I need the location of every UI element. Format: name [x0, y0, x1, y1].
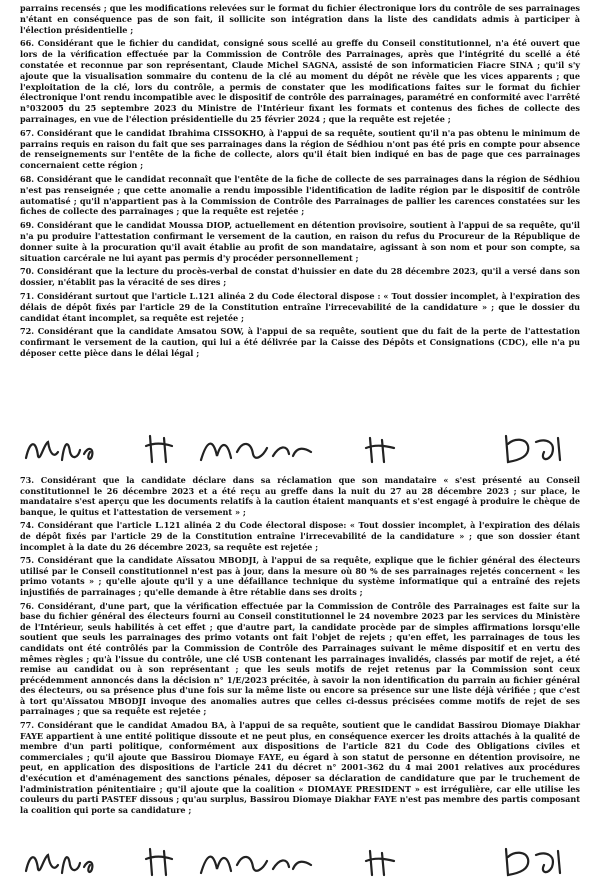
paragraph-77: 77. Considérant que le candidat Amadou BA, à l'appui de sa requête, soutient que le candidat Bassirou Diomaye Diakhar FAYE appartient à une entité politique dissoute et ne peut plus, en conséquence exercer les droits attachés à la qualité de membre d'un parti politique, conformément aux dispositions de l'article 821 du Code des Obligations civiles et commerciales ; qu'il ajoute que Bassirou Diomaye FAYE, eu égard à son statut de personne en détention provisoire, ne peut, en application des dispositions de l'article 241 du décret n° 2001-362 du 4 mai 2001 relatives aux procédures d'exécution et d'aménagement des sanctions pénales, déposer sa déclaration de candidature que par le truchement de l'administration pénitentiaire ; qu'il ajoute que la coalition « DIOMAYE PRESIDENT » est irrégulière, car elle utilise les couleurs du parti PASTEF dissous ; qu'au surplus, Bassirou Diomaye Diakhar FAYE n'est pas membre des partis composant la coalition qui porte sa candidature ;	[20, 720, 580, 815]
paragraph-66: 66. Considérant que le fichier du candidat, consigné sous scellé au greffe du Conseil constitutionnel, n'a été ouvert que lors de la vérification effectuée par la Commission de Contrôle des Parrainages, après que l'intégrité du scellé a été constatée et reconnue par son représentant, Claude Michel SAGNA, assisté de son informaticien Fiacre SINA ; qu'il s'y ajoute que la visualisation sommaire du contenu de la clé au moment du dépôt ne révèle que les vices apparents ; que l'exploitation de la clé, lors du contrôle, a permis de constater que les modifications faites sur le format du fichier électronique l'ont rendu incompatible avec le dispositif de contrôle des parrainages, paramétré en conformité avec l'arrêté n°032005 du 25 septembre 2023 du Ministre de l'Intérieur fixant les formats et contenus des fiches de collecte des parrainages, en vue de l'élection présidentielle du 25 février 2024 ; que la requête est rejetée ;	[20, 38, 580, 124]
paragraph-75: 75. Considérant que la candidate Aïssatou MBODJI, à l'appui de sa requête, explique que le fichier général des électeurs utilisé par le Conseil constitutionnel n'est pas à jour, dans la mesure où 80 % de ses parrainages rejetés concernent « les primo votants » ; qu'elle ajoute qu'il y a une défaillance technique du système informatique qui a entraîné des rejets injustifiés de parrainages ; qu'elle demande à être rétablie dans ses droits ;	[20, 555, 580, 597]
handwritten-initial	[362, 845, 402, 879]
text-block-top	[20, 3, 580, 362]
signature-row	[22, 432, 582, 468]
paragraph-69: 69. Considérant que le candidat Moussa DIOP, actuellement en détention provisoire, soutient à l'appui de sa requête, qu'il n'a pu produire l'attestation confirmant le versement de la caution, en raison du refus du Procureur de la République de donner suite à la procuration qu'il avait établie au profit de son mandataire, agissant à son nom et pour son compte, sa situation carcérale ne lui ayant pas permis d'y procéder personnellement ;	[20, 220, 580, 263]
handwritten-initial	[500, 432, 564, 466]
text-block-bottom	[20, 475, 580, 818]
paragraph-67: 67. Considérant que le candidat Ibrahima CISSOKHO, à l'appui de sa requête, soutient qu'il n'a pas obtenu le minimum de parrains requis en raison du fait que ses parrainages dans la région de Sédhiou n'ont pas été pris en compte pour absence de renseignements sur l'entête de la fiche de collecte, alors qu'il était bien indiqué en bas de page que ces parrainages concernaient cette région ;	[20, 127, 580, 171]
paragraph-72: 72. Considérant que la candidate Amsatou SOW, à l'appui de sa requête, soutient que du fait de la perte de l'attestation confirmant le versement de la caution, qui lui a été délivrée par la Caisse des Dépôts et Consignations (CDC), elle n'a pu déposer cette pièce dans le délai légal ;	[20, 326, 580, 358]
paragraph-74: 74. Considérant que l'article L.121 alinéa 2 du Code électoral dispose: « Tout dossier incomplet, à l'expiration des délais de dépôt fixés par l'article 29 de la Constitution entraîne l'irrecevabilité de la candidature » ; que son dossier étant incomplet à la date du 26 décembre 2023, sa requête est rejetée ;	[20, 520, 580, 552]
paragraph-73: 73. Considérant que la candidate déclare dans sa réclamation que son mandataire « s'est présenté au Conseil constitutionnel le 26 décembre 2023 et a été reçu au greffe dans la nuit du 27 au 28 décembre 2023 ; sur place, le mandataire s'est aperçu que les documents relatifs à la caution étaient manquants et s'est engagé à produire le chèque de banque, le quitus et l'attestation de versement » ;	[20, 475, 580, 517]
handwritten-initial	[22, 432, 112, 466]
paragraph-76: 76. Considérant, d'une part, que la vérification effectuée par la Commission de Contrôle des Parrainages est faite sur la base du fichier général des électeurs fourni au Conseil constitutionnel le 24 novembre 2023 par les services du Ministère de l'Intérieur, seuls habilités à cet effet ; que d'autre part, la candidate procède par de simples affirmations lorsqu'elle soutient que seuls les parrainages des primo votants ont fait l'objet de rejets ; qu'en effet, les parrainages de tous les candidats ont été contrôlés par la Commission de Contrôle des Parrainages suivant le même dispositif et en vertu des mêmes règles ; qu'à l'issue du contrôle, une clé USB contenant les parrainages invalidés, classés par motif de rejet, a été remise au candidat ou à son représentant ; que les seuls motifs de rejet retenus par la Commission sont ceux précédemment annoncés dans la décision n° 1/E/2023 précitée, à savoir la non identification du parrain au fichier général des électeurs, ou sa présence plus d'une fois sur la même liste ou encore sa présence sur une liste déjà vérifiée ; que c'est à tort qu'Aïssatou MBODJI invoque des anomalies autres que celles ci-dessus précisées comme motifs de rejet de ses parrainages ; que sa requête est rejetée ;	[20, 600, 580, 717]
paragraph-71: 71. Considérant surtout que l'article L.121 alinéa 2 du Code électoral dispose : « Tout dossier incomplet, à l'expiration des délais de dépôt fixés par l'article 29 de la Constitution entraîne l'irrecevabilité de la candidature » ; que le dossier du candidat étant incomplet, sa requête est rejetée ;	[20, 290, 580, 323]
paragraph-68: 68. Considérant que le candidat reconnaît que l'entête de la fiche de collecte de ses parrainages dans la région de Sédhiou n'est pas renseignée ; que cette anomalie a rendu impossible l'identification de ladite région par le dispositif de contrôle automatisé ; qu'il n'appartient pas à la Commission de Contrôle des Parrainages de pallier les carences constatées sur les fiches de collecte des parrainages ; que la requête est rejetée ;	[20, 173, 580, 217]
handwritten-initial	[362, 432, 402, 466]
handwritten-initial	[197, 432, 317, 466]
signature-row	[22, 845, 582, 881]
handwritten-initial	[142, 432, 182, 466]
handwritten-initial	[197, 845, 317, 879]
paragraph-65-continuation: parrains recensés ; que les modifications relevées sur le format du fichier électronique lors du contrôle de ses parrainages n'étant en conséquence pas de son fait, il sollicite son intégration dans la liste des candidats admis à participer à l'élection présidentielle ;	[20, 3, 580, 35]
paragraph-70: 70. Considérant que la lecture du procès-verbal de constat d'huissier en date du 28 décembre 2023, qu'il a versé dans son dossier, n'établit pas la véracité de ses dires ;	[20, 266, 580, 288]
handwritten-initial	[500, 845, 564, 879]
handwritten-initial	[22, 845, 112, 879]
handwritten-initial	[142, 845, 182, 879]
